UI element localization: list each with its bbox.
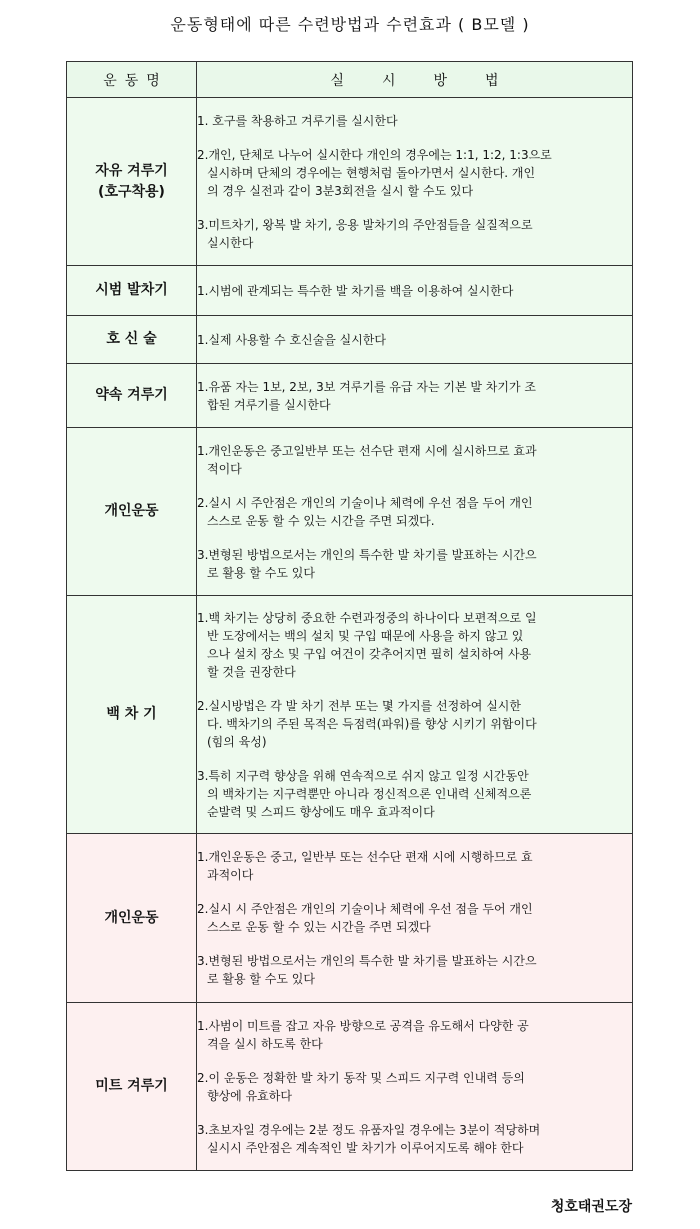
method-item	[197, 378, 632, 414]
exercise-name-cell	[67, 364, 197, 428]
method-item	[197, 494, 632, 530]
method-cell	[197, 834, 633, 1003]
table-row	[67, 98, 633, 266]
method-item	[197, 282, 632, 300]
table-body	[67, 98, 633, 1171]
exercise-name: 개인운동	[104, 503, 159, 519]
method-item	[197, 442, 632, 478]
exercise-name: 개인운동	[104, 909, 159, 926]
method-line: 1.유품 자는 1보, 2보, 3보 겨루기를 유급 자는 기본 발 차기가 조	[197, 379, 536, 394]
method-cell	[197, 98, 633, 266]
method-line: 순발력 및 스피드 향상에도 매우 효과적이다	[207, 804, 435, 819]
exercise-name-cell	[67, 596, 197, 834]
method-item	[197, 216, 632, 252]
page-title: 운동형태에 따른 수련방법과 수련효과 ( B모델 )	[170, 15, 530, 34]
method-line: 실시시 주안점은 계속적인 발 차기가 이루어지도록 해야 한다	[207, 1140, 524, 1155]
method-item	[197, 952, 632, 988]
table-row	[67, 596, 633, 834]
method-item	[197, 146, 632, 200]
table-row	[67, 316, 633, 364]
method-line: 로 활용 할 수도 있다	[207, 565, 315, 580]
exercise-name: (호구착용)	[98, 183, 165, 200]
method-line: 1.시범에 관계되는 특수한 발 차기를 백을 이용하여 실시한다	[197, 283, 514, 298]
dojang-name: 청호태권도장	[550, 1199, 632, 1215]
table-row	[67, 364, 633, 428]
method-item	[197, 546, 632, 582]
method-cell	[197, 428, 633, 596]
exercise-name: 호 신 술	[106, 331, 157, 347]
method-line: 1.백 차기는 상당히 중요한 수련과정중의 하나이다 보편적으로 일	[197, 610, 537, 625]
method-line: 3.특히 지구력 향상을 위해 연속적으로 쉬지 않고 일정 시간동안	[197, 768, 529, 783]
method-line: 다. 백차기의 주된 목적은 득점력(파워)를 향상 시키기 위함이다	[207, 716, 537, 731]
exercise-name-cell	[67, 266, 197, 316]
method-line: 합된 겨루기를 실시한다	[207, 397, 331, 412]
method-item	[197, 1069, 632, 1105]
method-item	[197, 331, 632, 349]
method-cell	[197, 316, 633, 364]
exercise-name: 약속 겨루기	[95, 387, 168, 403]
method-line: 2.개인, 단체로 나누어 실시한다 개인의 경우에는 1:1, 1:2, 1:3으로	[197, 147, 552, 162]
training-table	[66, 61, 633, 1171]
exercise-name: 자유 겨루기	[95, 162, 168, 179]
method-cell	[197, 364, 633, 428]
method-line: 1.개인운동은 중고일반부 또는 선수단 편재 시에 실시하므로 효과	[197, 443, 537, 458]
method-line: 스스로 운동 할 수 있는 시간을 주면 되겠다.	[207, 513, 435, 528]
table-row	[67, 266, 633, 316]
table-row	[67, 428, 633, 596]
method-item	[197, 1121, 632, 1157]
method-item	[197, 112, 632, 130]
method-item	[197, 767, 632, 821]
method-line: 반 도장에서는 백의 설치 및 구입 때문에 사용을 하지 않고 있	[207, 628, 524, 643]
method-line: 격을 실시 하도록 한다	[207, 1036, 323, 1051]
method-line: 로 활용 할 수도 있다	[207, 972, 315, 986]
exercise-name-cell	[67, 428, 197, 596]
exercise-name-cell	[67, 316, 197, 364]
method-line: 적이다	[207, 461, 242, 476]
method-line: 할 것을 권장한다	[207, 664, 296, 679]
method-line: 2.실시 시 주안점은 개인의 기술이나 체력에 우선 점을 두어 개인	[197, 495, 533, 510]
method-line: 3.변형된 방법으로서는 개인의 특수한 발 차기를 발표하는 시간으	[197, 547, 537, 562]
method-line: 향상에 유효하다	[207, 1088, 292, 1103]
method-item	[197, 848, 632, 884]
method-item	[197, 609, 632, 681]
method-line: 실시하며 단체의 경우에는 현행처럼 돌아가면서 실시한다. 개인	[207, 165, 536, 180]
method-line: 으나 설치 장소 및 구입 여건이 갖추어지면 필히 설치하여 사용	[207, 646, 532, 661]
exercise-name: 시범 발차기	[95, 282, 168, 298]
method-item	[197, 900, 632, 936]
method-line: 의 백차기는 지구력뿐만 아니라 정신적으론 인내력 신체적으론	[207, 786, 532, 801]
method-line: 2.실시 시 주안점은 개인의 기술이나 체력에 우선 점을 두어 개인	[197, 902, 533, 916]
exercise-name-cell	[67, 1003, 197, 1171]
method-line: 2.이 운동은 정확한 발 차기 동작 및 스피드 지구력 인내력 등의	[197, 1070, 525, 1085]
exercise-name: 백 차 기	[106, 706, 157, 722]
method-line: 1. 호구를 착용하고 겨루기를 실시한다	[197, 113, 398, 128]
header-exercise-name: 운동명	[67, 62, 197, 98]
method-item	[197, 697, 632, 751]
method-line: 과적이다	[207, 868, 254, 882]
header-row	[67, 62, 633, 98]
method-cell	[197, 1003, 633, 1171]
method-line: (힘의 육성)	[207, 734, 267, 749]
method-item	[197, 1017, 632, 1053]
header-method: 실시방법	[197, 62, 633, 98]
method-line: 1.실제 사용할 수 호신술을 실시한다	[197, 332, 386, 347]
method-line: 2.실시방법은 각 발 차기 전부 또는 몇 가지를 선정하여 실시한	[197, 698, 521, 713]
table-row	[67, 1003, 633, 1171]
method-line: 실시한다	[207, 235, 254, 250]
table-row	[67, 834, 633, 1003]
exercise-name-cell	[67, 834, 197, 1003]
method-cell	[197, 596, 633, 834]
method-line: 3.초보자일 경우에는 2분 정도 유품자일 경우에는 3분이 적당하며	[197, 1122, 541, 1137]
method-cell	[197, 266, 633, 316]
method-line: 1.개인운동은 중고, 일반부 또는 선수단 편재 시에 시행하므로 효	[197, 850, 533, 864]
method-line: 3.변형된 방법으로서는 개인의 특수한 발 차기를 발표하는 시간으	[197, 954, 537, 968]
method-line: 의 경우 실전과 같이 3분3회전을 실시 할 수도 있다	[207, 183, 474, 198]
method-line: 3.미트차기, 왕복 발 차기, 응용 발차기의 주안점들을 실질적으로	[197, 217, 533, 232]
method-line: 1.사범이 미트를 잡고 자유 방향으로 공격을 유도해서 다양한 공	[197, 1018, 529, 1033]
method-line: 스스로 운동 할 수 있는 시간을 주면 되겠다	[207, 920, 431, 934]
exercise-name: 미트 겨루기	[95, 1078, 168, 1094]
exercise-name-cell	[67, 98, 197, 266]
